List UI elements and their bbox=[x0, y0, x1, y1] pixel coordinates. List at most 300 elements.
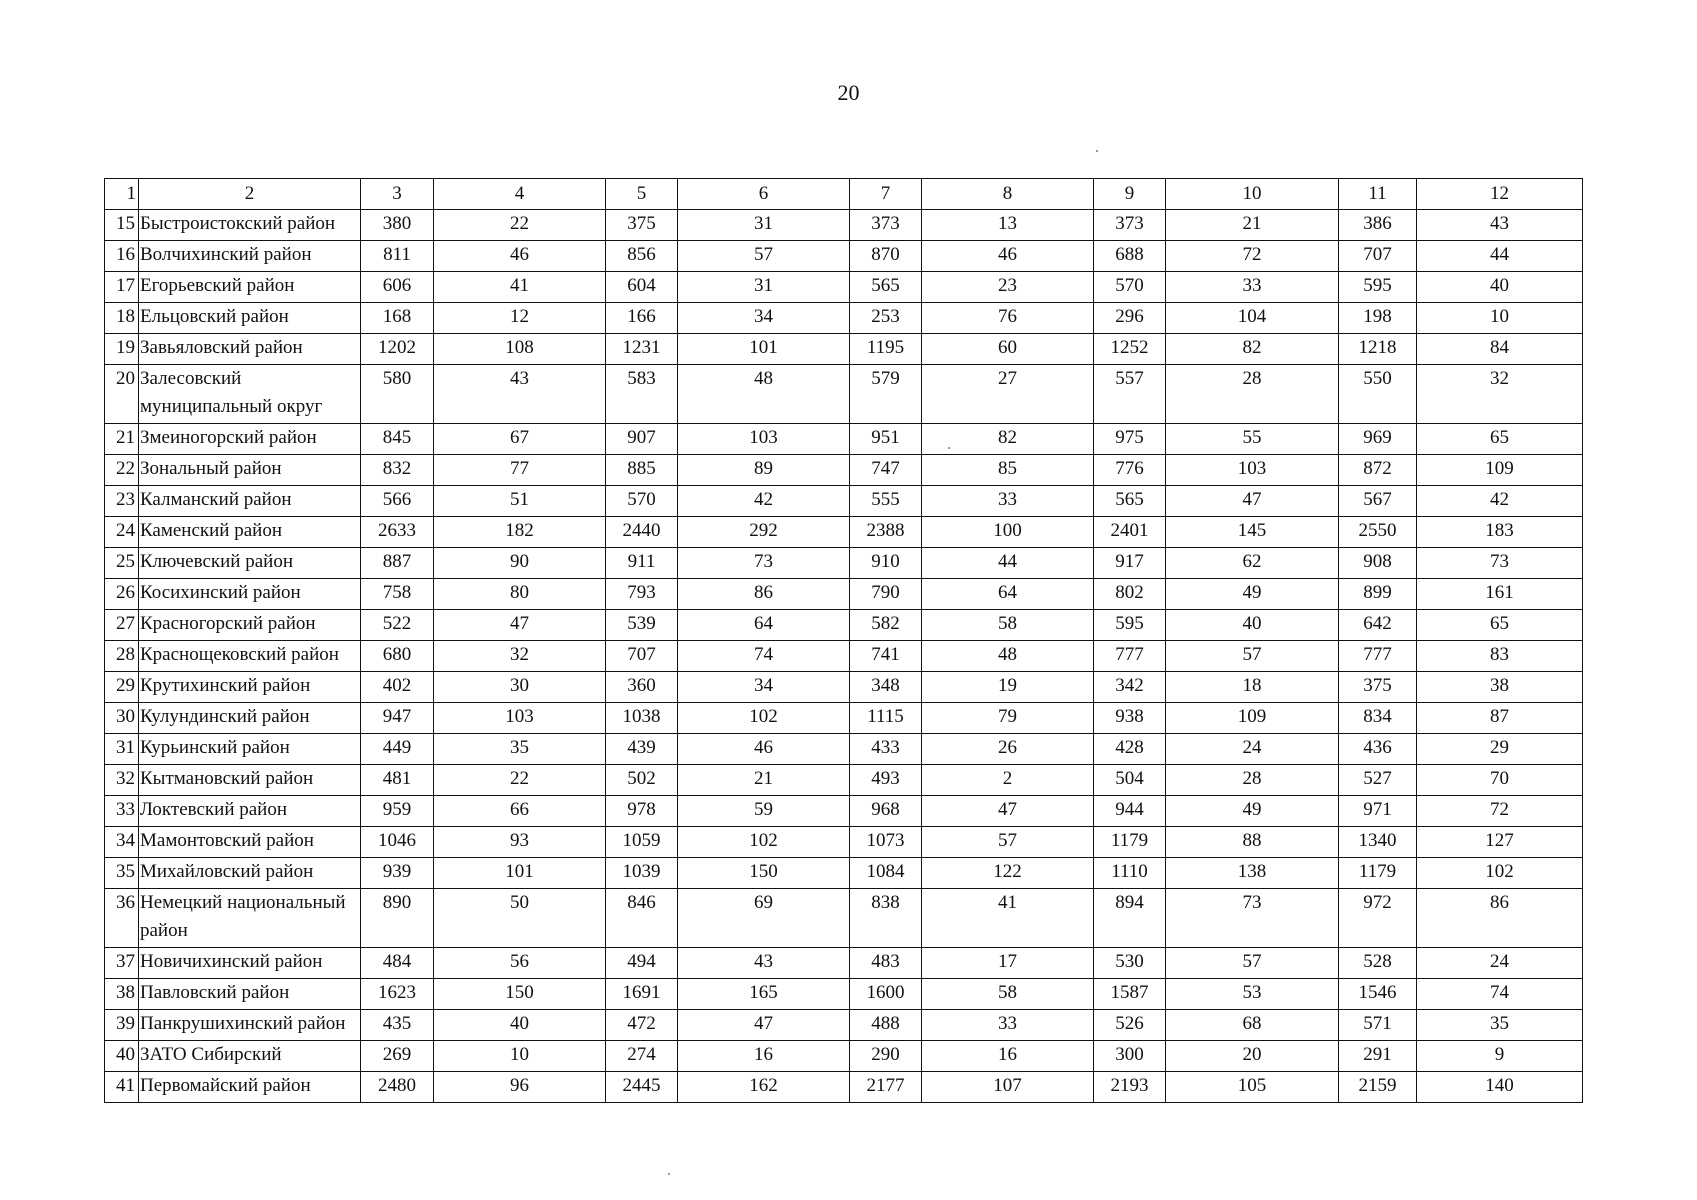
table-row bbox=[105, 1010, 1583, 1041]
value-cell: 47 bbox=[1166, 486, 1339, 517]
value-cell: 10 bbox=[1417, 303, 1583, 334]
table-row bbox=[105, 672, 1583, 703]
value-cell: 34 bbox=[678, 303, 850, 334]
value-cell: 9 bbox=[1417, 1041, 1583, 1072]
value-cell: 1179 bbox=[1339, 858, 1417, 889]
row-number: 37 bbox=[105, 948, 139, 979]
value-cell: 502 bbox=[606, 765, 678, 796]
table-row bbox=[105, 365, 1583, 424]
value-cell: 292 bbox=[678, 517, 850, 548]
value-cell: 166 bbox=[606, 303, 678, 334]
table-row bbox=[105, 979, 1583, 1010]
value-cell: 40 bbox=[1166, 610, 1339, 641]
value-cell: 493 bbox=[850, 765, 922, 796]
row-number: 20 bbox=[105, 365, 139, 424]
table-row bbox=[105, 272, 1583, 303]
value-cell: 109 bbox=[1166, 703, 1339, 734]
value-cell: 707 bbox=[1339, 241, 1417, 272]
value-cell: 435 bbox=[361, 1010, 434, 1041]
value-cell: 959 bbox=[361, 796, 434, 827]
table-row bbox=[105, 486, 1583, 517]
value-cell: 606 bbox=[361, 272, 434, 303]
value-cell: 680 bbox=[361, 641, 434, 672]
table-body bbox=[105, 179, 1583, 1103]
value-cell: 33 bbox=[1166, 272, 1339, 303]
value-cell: 76 bbox=[922, 303, 1094, 334]
header-row bbox=[105, 179, 1583, 210]
table-row bbox=[105, 889, 1583, 948]
column-header: 4 bbox=[434, 179, 606, 210]
value-cell: 51 bbox=[434, 486, 606, 517]
district-name: Ключевский район bbox=[139, 548, 361, 579]
value-cell: 23 bbox=[922, 272, 1094, 303]
value-cell: 150 bbox=[434, 979, 606, 1010]
value-cell: 73 bbox=[678, 548, 850, 579]
table-row bbox=[105, 303, 1583, 334]
value-cell: 17 bbox=[922, 948, 1094, 979]
table-row bbox=[105, 241, 1583, 272]
table-row bbox=[105, 765, 1583, 796]
value-cell: 557 bbox=[1094, 365, 1166, 424]
value-cell: 20 bbox=[1166, 1041, 1339, 1072]
value-cell: 19 bbox=[922, 672, 1094, 703]
value-cell: 31 bbox=[678, 210, 850, 241]
value-cell: 46 bbox=[678, 734, 850, 765]
value-cell: 66 bbox=[434, 796, 606, 827]
value-cell: 32 bbox=[1417, 365, 1583, 424]
value-cell: 161 bbox=[1417, 579, 1583, 610]
row-number: 41 bbox=[105, 1072, 139, 1103]
value-cell: 910 bbox=[850, 548, 922, 579]
value-cell: 527 bbox=[1339, 765, 1417, 796]
value-cell: 402 bbox=[361, 672, 434, 703]
value-cell: 28 bbox=[1166, 365, 1339, 424]
value-cell: 870 bbox=[850, 241, 922, 272]
value-cell: 47 bbox=[922, 796, 1094, 827]
value-cell: 834 bbox=[1339, 703, 1417, 734]
value-cell: 907 bbox=[606, 424, 678, 455]
value-cell: 570 bbox=[1094, 272, 1166, 303]
value-cell: 595 bbox=[1339, 272, 1417, 303]
value-cell: 64 bbox=[678, 610, 850, 641]
value-cell: 253 bbox=[850, 303, 922, 334]
row-number: 17 bbox=[105, 272, 139, 303]
value-cell: 82 bbox=[1166, 334, 1339, 365]
value-cell: 89 bbox=[678, 455, 850, 486]
value-cell: 530 bbox=[1094, 948, 1166, 979]
value-cell: 1600 bbox=[850, 979, 922, 1010]
value-cell: 27 bbox=[922, 365, 1094, 424]
district-name: Краснощековский район bbox=[139, 641, 361, 672]
value-cell: 539 bbox=[606, 610, 678, 641]
row-number: 35 bbox=[105, 858, 139, 889]
value-cell: 42 bbox=[1417, 486, 1583, 517]
value-cell: 43 bbox=[1417, 210, 1583, 241]
table-row bbox=[105, 734, 1583, 765]
value-cell: 1691 bbox=[606, 979, 678, 1010]
row-number: 18 bbox=[105, 303, 139, 334]
value-cell: 140 bbox=[1417, 1072, 1583, 1103]
value-cell: 22 bbox=[434, 210, 606, 241]
value-cell: 35 bbox=[434, 734, 606, 765]
value-cell: 101 bbox=[434, 858, 606, 889]
value-cell: 1115 bbox=[850, 703, 922, 734]
value-cell: 642 bbox=[1339, 610, 1417, 641]
value-cell: 565 bbox=[1094, 486, 1166, 517]
value-cell: 162 bbox=[678, 1072, 850, 1103]
value-cell: 100 bbox=[922, 517, 1094, 548]
value-cell: 102 bbox=[678, 703, 850, 734]
value-cell: 24 bbox=[1417, 948, 1583, 979]
value-cell: 30 bbox=[434, 672, 606, 703]
value-cell: 571 bbox=[1339, 1010, 1417, 1041]
value-cell: 741 bbox=[850, 641, 922, 672]
value-cell: 86 bbox=[678, 579, 850, 610]
district-name: Кытмановский район bbox=[139, 765, 361, 796]
district-name: Панкрушихинский район bbox=[139, 1010, 361, 1041]
value-cell: 582 bbox=[850, 610, 922, 641]
column-header: 5 bbox=[606, 179, 678, 210]
value-cell: 28 bbox=[1166, 765, 1339, 796]
value-cell: 550 bbox=[1339, 365, 1417, 424]
district-name: Крутихинский район bbox=[139, 672, 361, 703]
value-cell: 46 bbox=[922, 241, 1094, 272]
value-cell: 1110 bbox=[1094, 858, 1166, 889]
value-cell: 47 bbox=[678, 1010, 850, 1041]
scan-speck bbox=[668, 1173, 670, 1175]
scan-speck bbox=[1096, 150, 1098, 152]
value-cell: 1546 bbox=[1339, 979, 1417, 1010]
value-cell: 57 bbox=[922, 827, 1094, 858]
district-name: Кулундинский район bbox=[139, 703, 361, 734]
district-name: Локтевский район bbox=[139, 796, 361, 827]
value-cell: 348 bbox=[850, 672, 922, 703]
value-cell: 777 bbox=[1339, 641, 1417, 672]
table-row bbox=[105, 858, 1583, 889]
value-cell: 33 bbox=[922, 1010, 1094, 1041]
column-header: 9 bbox=[1094, 179, 1166, 210]
value-cell: 16 bbox=[922, 1041, 1094, 1072]
table-row bbox=[105, 579, 1583, 610]
district-name: Немецкий национальный район bbox=[139, 889, 361, 948]
value-cell: 567 bbox=[1339, 486, 1417, 517]
value-cell: 48 bbox=[678, 365, 850, 424]
value-cell: 504 bbox=[1094, 765, 1166, 796]
value-cell: 570 bbox=[606, 486, 678, 517]
row-number: 28 bbox=[105, 641, 139, 672]
value-cell: 79 bbox=[922, 703, 1094, 734]
value-cell: 44 bbox=[922, 548, 1094, 579]
value-cell: 433 bbox=[850, 734, 922, 765]
district-name: Калманский район bbox=[139, 486, 361, 517]
value-cell: 67 bbox=[434, 424, 606, 455]
value-cell: 2193 bbox=[1094, 1072, 1166, 1103]
value-cell: 838 bbox=[850, 889, 922, 948]
district-name: Залесовский муниципальный округ bbox=[139, 365, 361, 424]
value-cell: 150 bbox=[678, 858, 850, 889]
table-row bbox=[105, 948, 1583, 979]
value-cell: 88 bbox=[1166, 827, 1339, 858]
value-cell: 436 bbox=[1339, 734, 1417, 765]
value-cell: 579 bbox=[850, 365, 922, 424]
value-cell: 528 bbox=[1339, 948, 1417, 979]
value-cell: 101 bbox=[678, 334, 850, 365]
value-cell: 74 bbox=[1417, 979, 1583, 1010]
table-row bbox=[105, 548, 1583, 579]
value-cell: 1073 bbox=[850, 827, 922, 858]
value-cell: 145 bbox=[1166, 517, 1339, 548]
value-cell: 33 bbox=[922, 486, 1094, 517]
value-cell: 969 bbox=[1339, 424, 1417, 455]
value-cell: 102 bbox=[678, 827, 850, 858]
district-name: Зональный район bbox=[139, 455, 361, 486]
row-number: 36 bbox=[105, 889, 139, 948]
value-cell: 917 bbox=[1094, 548, 1166, 579]
value-cell: 21 bbox=[1166, 210, 1339, 241]
district-name: Красногорский район bbox=[139, 610, 361, 641]
value-cell: 49 bbox=[1166, 579, 1339, 610]
value-cell: 522 bbox=[361, 610, 434, 641]
table-row bbox=[105, 455, 1583, 486]
value-cell: 1623 bbox=[361, 979, 434, 1010]
value-cell: 951 bbox=[850, 424, 922, 455]
value-cell: 481 bbox=[361, 765, 434, 796]
value-cell: 1038 bbox=[606, 703, 678, 734]
value-cell: 70 bbox=[1417, 765, 1583, 796]
value-cell: 64 bbox=[922, 579, 1094, 610]
value-cell: 2159 bbox=[1339, 1072, 1417, 1103]
value-cell: 60 bbox=[922, 334, 1094, 365]
value-cell: 182 bbox=[434, 517, 606, 548]
value-cell: 300 bbox=[1094, 1041, 1166, 1072]
value-cell: 2388 bbox=[850, 517, 922, 548]
value-cell: 488 bbox=[850, 1010, 922, 1041]
value-cell: 707 bbox=[606, 641, 678, 672]
value-cell: 885 bbox=[606, 455, 678, 486]
value-cell: 49 bbox=[1166, 796, 1339, 827]
value-cell: 103 bbox=[1166, 455, 1339, 486]
value-cell: 26 bbox=[922, 734, 1094, 765]
value-cell: 342 bbox=[1094, 672, 1166, 703]
value-cell: 2 bbox=[922, 765, 1094, 796]
value-cell: 846 bbox=[606, 889, 678, 948]
value-cell: 872 bbox=[1339, 455, 1417, 486]
value-cell: 290 bbox=[850, 1041, 922, 1072]
district-name: Волчихинский район bbox=[139, 241, 361, 272]
value-cell: 73 bbox=[1166, 889, 1339, 948]
row-number: 38 bbox=[105, 979, 139, 1010]
district-name: ЗАТО Сибирский bbox=[139, 1041, 361, 1072]
value-cell: 183 bbox=[1417, 517, 1583, 548]
value-cell: 911 bbox=[606, 548, 678, 579]
value-cell: 42 bbox=[678, 486, 850, 517]
value-cell: 1195 bbox=[850, 334, 922, 365]
row-number: 30 bbox=[105, 703, 139, 734]
value-cell: 103 bbox=[678, 424, 850, 455]
value-cell: 2445 bbox=[606, 1072, 678, 1103]
data-table bbox=[104, 178, 1583, 1103]
value-cell: 944 bbox=[1094, 796, 1166, 827]
table-row bbox=[105, 610, 1583, 641]
value-cell: 102 bbox=[1417, 858, 1583, 889]
value-cell: 48 bbox=[922, 641, 1094, 672]
district-name: Змеиногорский район bbox=[139, 424, 361, 455]
value-cell: 1218 bbox=[1339, 334, 1417, 365]
value-cell: 899 bbox=[1339, 579, 1417, 610]
value-cell: 971 bbox=[1339, 796, 1417, 827]
value-cell: 2480 bbox=[361, 1072, 434, 1103]
value-cell: 483 bbox=[850, 948, 922, 979]
table-row bbox=[105, 703, 1583, 734]
value-cell: 908 bbox=[1339, 548, 1417, 579]
value-cell: 58 bbox=[922, 610, 1094, 641]
value-cell: 296 bbox=[1094, 303, 1166, 334]
value-cell: 104 bbox=[1166, 303, 1339, 334]
district-name: Мамонтовский район bbox=[139, 827, 361, 858]
value-cell: 386 bbox=[1339, 210, 1417, 241]
value-cell: 55 bbox=[1166, 424, 1339, 455]
value-cell: 65 bbox=[1417, 424, 1583, 455]
value-cell: 65 bbox=[1417, 610, 1583, 641]
value-cell: 939 bbox=[361, 858, 434, 889]
value-cell: 103 bbox=[434, 703, 606, 734]
table-row bbox=[105, 210, 1583, 241]
value-cell: 484 bbox=[361, 948, 434, 979]
value-cell: 1231 bbox=[606, 334, 678, 365]
row-number: 34 bbox=[105, 827, 139, 858]
value-cell: 604 bbox=[606, 272, 678, 303]
district-name: Павловский район bbox=[139, 979, 361, 1010]
value-cell: 1587 bbox=[1094, 979, 1166, 1010]
value-cell: 439 bbox=[606, 734, 678, 765]
value-cell: 580 bbox=[361, 365, 434, 424]
value-cell: 168 bbox=[361, 303, 434, 334]
table-row bbox=[105, 517, 1583, 548]
table-row bbox=[105, 334, 1583, 365]
value-cell: 47 bbox=[434, 610, 606, 641]
value-cell: 375 bbox=[606, 210, 678, 241]
value-cell: 894 bbox=[1094, 889, 1166, 948]
district-name: Новичихинский район bbox=[139, 948, 361, 979]
value-cell: 50 bbox=[434, 889, 606, 948]
row-number: 23 bbox=[105, 486, 139, 517]
value-cell: 373 bbox=[1094, 210, 1166, 241]
column-header: 12 bbox=[1417, 179, 1583, 210]
district-name: Завьяловский район bbox=[139, 334, 361, 365]
value-cell: 96 bbox=[434, 1072, 606, 1103]
value-cell: 40 bbox=[1417, 272, 1583, 303]
row-number: 15 bbox=[105, 210, 139, 241]
row-number: 32 bbox=[105, 765, 139, 796]
value-cell: 41 bbox=[434, 272, 606, 303]
column-header: 10 bbox=[1166, 179, 1339, 210]
value-cell: 83 bbox=[1417, 641, 1583, 672]
table-row bbox=[105, 1072, 1583, 1103]
value-cell: 776 bbox=[1094, 455, 1166, 486]
value-cell: 428 bbox=[1094, 734, 1166, 765]
district-name: Первомайский район bbox=[139, 1072, 361, 1103]
value-cell: 938 bbox=[1094, 703, 1166, 734]
value-cell: 16 bbox=[678, 1041, 850, 1072]
value-cell: 2633 bbox=[361, 517, 434, 548]
value-cell: 38 bbox=[1417, 672, 1583, 703]
value-cell: 32 bbox=[434, 641, 606, 672]
value-cell: 24 bbox=[1166, 734, 1339, 765]
district-name: Ельцовский район bbox=[139, 303, 361, 334]
value-cell: 1046 bbox=[361, 827, 434, 858]
value-cell: 375 bbox=[1339, 672, 1417, 703]
value-cell: 811 bbox=[361, 241, 434, 272]
value-cell: 2550 bbox=[1339, 517, 1417, 548]
value-cell: 108 bbox=[434, 334, 606, 365]
value-cell: 80 bbox=[434, 579, 606, 610]
value-cell: 688 bbox=[1094, 241, 1166, 272]
value-cell: 449 bbox=[361, 734, 434, 765]
district-name: Быстроистокский район bbox=[139, 210, 361, 241]
value-cell: 29 bbox=[1417, 734, 1583, 765]
value-cell: 109 bbox=[1417, 455, 1583, 486]
row-number: 29 bbox=[105, 672, 139, 703]
value-cell: 72 bbox=[1166, 241, 1339, 272]
value-cell: 84 bbox=[1417, 334, 1583, 365]
value-cell: 74 bbox=[678, 641, 850, 672]
value-cell: 291 bbox=[1339, 1041, 1417, 1072]
value-cell: 105 bbox=[1166, 1072, 1339, 1103]
value-cell: 373 bbox=[850, 210, 922, 241]
value-cell: 18 bbox=[1166, 672, 1339, 703]
value-cell: 1202 bbox=[361, 334, 434, 365]
value-cell: 40 bbox=[434, 1010, 606, 1041]
value-cell: 107 bbox=[922, 1072, 1094, 1103]
district-name: Михайловский район bbox=[139, 858, 361, 889]
value-cell: 59 bbox=[678, 796, 850, 827]
row-number: 40 bbox=[105, 1041, 139, 1072]
value-cell: 57 bbox=[678, 241, 850, 272]
value-cell: 856 bbox=[606, 241, 678, 272]
column-header: 8 bbox=[922, 179, 1094, 210]
value-cell: 269 bbox=[361, 1041, 434, 1072]
value-cell: 21 bbox=[678, 765, 850, 796]
district-name: Косихинский район bbox=[139, 579, 361, 610]
row-number: 24 bbox=[105, 517, 139, 548]
row-number: 25 bbox=[105, 548, 139, 579]
value-cell: 77 bbox=[434, 455, 606, 486]
value-cell: 31 bbox=[678, 272, 850, 303]
table-row bbox=[105, 827, 1583, 858]
value-cell: 1179 bbox=[1094, 827, 1166, 858]
value-cell: 43 bbox=[678, 948, 850, 979]
value-cell: 44 bbox=[1417, 241, 1583, 272]
value-cell: 1252 bbox=[1094, 334, 1166, 365]
value-cell: 10 bbox=[434, 1041, 606, 1072]
row-number: 33 bbox=[105, 796, 139, 827]
value-cell: 2440 bbox=[606, 517, 678, 548]
value-cell: 58 bbox=[922, 979, 1094, 1010]
value-cell: 72 bbox=[1417, 796, 1583, 827]
value-cell: 43 bbox=[434, 365, 606, 424]
value-cell: 56 bbox=[434, 948, 606, 979]
value-cell: 127 bbox=[1417, 827, 1583, 858]
column-header: 3 bbox=[361, 179, 434, 210]
value-cell: 85 bbox=[922, 455, 1094, 486]
value-cell: 57 bbox=[1166, 948, 1339, 979]
value-cell: 2177 bbox=[850, 1072, 922, 1103]
table-row bbox=[105, 1041, 1583, 1072]
value-cell: 1039 bbox=[606, 858, 678, 889]
value-cell: 972 bbox=[1339, 889, 1417, 948]
value-cell: 73 bbox=[1417, 548, 1583, 579]
value-cell: 165 bbox=[678, 979, 850, 1010]
